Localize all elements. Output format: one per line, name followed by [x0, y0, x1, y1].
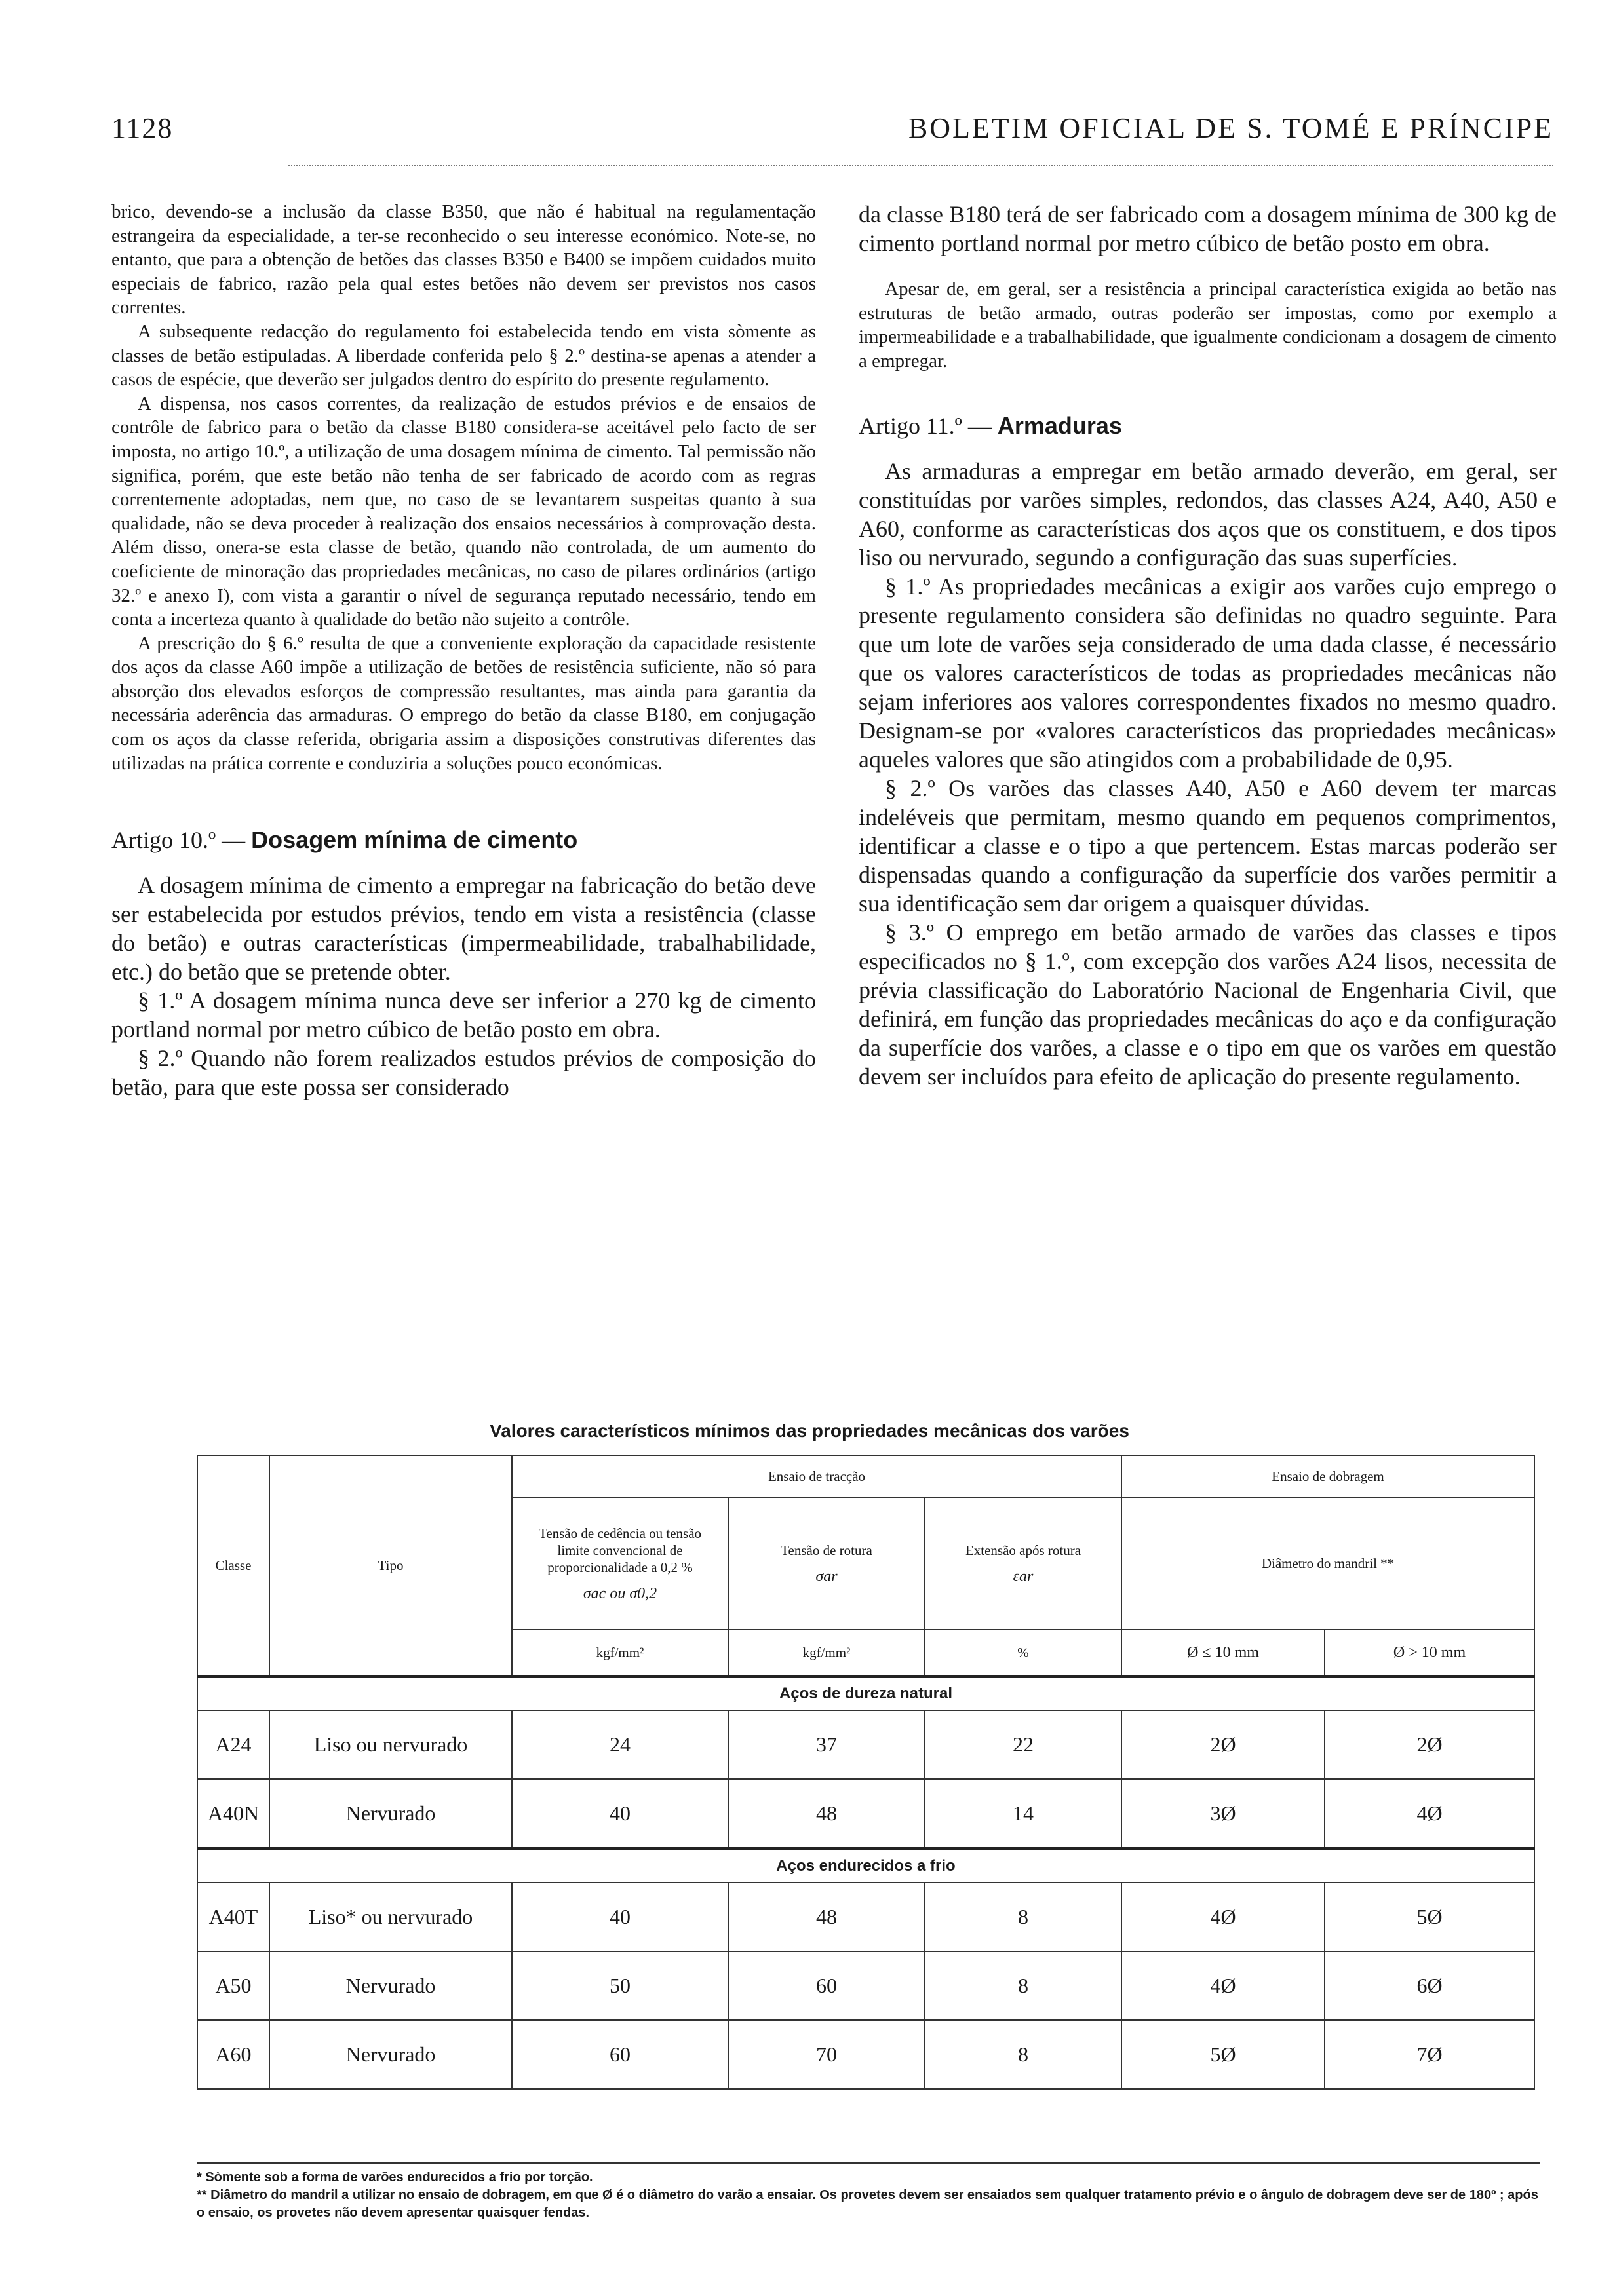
table-row: [197, 1779, 1534, 1849]
article-10-title: [111, 826, 816, 854]
cell-mandril-small: 2Ø: [1121, 1710, 1325, 1779]
table-footnotes: [197, 2169, 1540, 2222]
article-heading: Armaduras: [997, 412, 1122, 440]
paragraph: A dispensa, nos casos correntes, da realização de estudos prévios e de ensaios de contrôle de fabrico para o betão da classe B180 considera-se aceitável pelo facto de ser imposta, no artigo 10.º, a utilização de uma dosagem mínima de cimento. Tal permissão não significa, porém, que este betão não tenha de ser fabricado de acordo com as regras correntemente adoptadas, nem que, no caso de se levantarem suspeitas quanto à sua qualidade, não se deva proceder à realização dos ensaios necessários à comprovação desta. Além disso, onera-se esta classe de betão, quando não controlada, de um aumento do coeficiente de minoração das propriedades mecânicas, no caso de pilares ordinários (artigo 32.º e anexo I), com vista a garantir o nível de segurança reputado necessário, tendo em conta a incerteza quanto à qualidade do betão não sujeito a contrôle.: [111, 392, 816, 630]
left-column: [111, 200, 816, 1101]
cell-cedencia: 24: [512, 1710, 728, 1779]
cell-rotura: 37: [728, 1710, 925, 1779]
cell-cedencia: 40: [512, 1779, 728, 1849]
paragraph: brico, devendo-se a inclusão da classe B350, que não é habitual na regulamentação estrangeira da especialidade, a ter-se reconhecido o seu interesse económico. Note-se, no entanto, que para a obtenção de betões das classes B350 e B400 se impõem cuidados muito especiais de fabrico, razão pela qual estes betões não devem ser previstos nos casos correntes.: [111, 201, 816, 318]
header-extensao-label: Extensão após rotura: [965, 1542, 1081, 1558]
cell-extensao: 8: [925, 2020, 1121, 2089]
paragraph: § 2.º Os varões das classes A40, A50 e A60 devem ter marcas indeléveis que permitam, mesmo quando em pequenos comprimentos, identificar a classe e o tipo a que pertencem. Estas marcas poderão ser dispensadas quando a configuração da superfície dos varões permitir a sua identificação sem dar origem a quaisquer dúvidas.: [859, 775, 1557, 917]
cell-rotura: 48: [728, 1883, 925, 1951]
paragraph: A subsequente redacção do regulamento foi estabelecida tendo em vista sòmente as classes de betão estipuladas. A liberdade conferida pelo § 2.º destina-se apenas a atender a casos de espécie, que deverão ser julgados dentro do espírito do presente regulamento.: [111, 320, 816, 391]
table-row: [197, 1710, 1534, 1779]
cell-mandril-large: 6Ø: [1325, 1951, 1534, 2020]
page-number: 1128: [111, 112, 174, 144]
header-extensao: [925, 1497, 1121, 1630]
mandril-small: Ø ≤ 10 mm: [1121, 1630, 1325, 1677]
mandril-large: Ø > 10 mm: [1325, 1630, 1534, 1677]
cell-classe: A40N: [197, 1779, 269, 1849]
cell-mandril-large: 5Ø: [1325, 1883, 1534, 1951]
header-tipo: Tipo: [269, 1455, 512, 1677]
header-mandril: Diâmetro do mandril **: [1121, 1497, 1534, 1630]
header-rule: [288, 165, 1553, 166]
article-number: Artigo 11.º —: [859, 413, 992, 440]
cell-extensao: 22: [925, 1710, 1121, 1779]
cell-tipo: Nervurado: [269, 1779, 512, 1849]
header-cedencia: [512, 1497, 728, 1630]
cell-classe: A40T: [197, 1883, 269, 1951]
cell-rotura: 60: [728, 1951, 925, 2020]
cell-mandril-small: 4Ø: [1121, 1883, 1325, 1951]
header-rotura-symbol: σar: [815, 1568, 838, 1585]
cell-tipo: Liso ou nervurado: [269, 1710, 512, 1779]
cell-cedencia: 50: [512, 1951, 728, 2020]
table-row: [197, 1951, 1534, 2020]
table-row: [197, 1883, 1534, 1951]
cell-mandril-large: 7Ø: [1325, 2020, 1534, 2089]
header-classe: Classe: [197, 1455, 269, 1677]
cell-mandril-small: 5Ø: [1121, 2020, 1325, 2089]
cell-tipo: Nervurado: [269, 1951, 512, 2020]
cell-extensao: 8: [925, 1951, 1121, 2020]
paragraph: § 1.º A dosagem mínima nunca deve ser inferior a 270 kg de cimento portland normal por metro cúbico de betão posto em obra.: [111, 987, 816, 1043]
running-title: BOLETIM OFICIAL DE S. TOMÉ E PRÍNCIPE: [908, 112, 1553, 144]
unit-rotura: kgf/mm²: [728, 1630, 925, 1677]
cell-mandril-large: 4Ø: [1325, 1779, 1534, 1849]
paragraph: § 2.º Quando não forem realizados estudos prévios de composição do betão, para que este possa ser considerado: [111, 1045, 816, 1101]
cell-mandril-large: 2Ø: [1325, 1710, 1534, 1779]
header-ensaio-traccao: Ensaio de tracção: [512, 1455, 1121, 1497]
page-header: [111, 111, 1553, 151]
unit-extensao: %: [925, 1630, 1121, 1677]
group-title: Aços de dureza natural: [197, 1677, 1534, 1711]
cell-tipo: Nervurado: [269, 2020, 512, 2089]
footnote-rule: [197, 2162, 1540, 2164]
group-title: Aços endurecidos a frio: [197, 1849, 1534, 1883]
properties-table: [197, 1455, 1535, 2090]
article-11-title: [859, 412, 1557, 440]
table-row: [197, 2020, 1534, 2089]
cell-rotura: 48: [728, 1779, 925, 1849]
paragraph: A dosagem mínima de cimento a empregar na fabricação do betão deve ser estabelecida por estudos prévios, tendo em vista a resistência (classe do betão) e outras características (impermeabilidade, trabalhabilidade, etc.) do betão que se pretende obter.: [111, 872, 816, 985]
cell-cedencia: 60: [512, 2020, 728, 2089]
table-caption: Valores característicos mínimos das propriedades mecânicas dos varões: [490, 1421, 1129, 1441]
header-cedencia-label: Tensão de cedência ou tensão limite convencional de proporcionalidade a 0,2 %: [538, 1525, 702, 1575]
unit-cedencia: kgf/mm²: [512, 1630, 728, 1677]
note-paragraph: Apesar de, em geral, ser a resistência a principal característica exigida ao betão nas estruturas de betão armado, outras poderão ser impostas, como por exemplo a impermeabilidade e a trabalhabilidade, que igualmente condicionam a dosagem de cimento a empregar.: [859, 278, 1557, 372]
cell-mandril-small: 4Ø: [1121, 1951, 1325, 2020]
cell-classe: A24: [197, 1710, 269, 1779]
cell-classe: A50: [197, 1951, 269, 2020]
footnote: * Sòmente sob a forma de varões endurecidos a frio por torção.: [197, 2170, 593, 2185]
paragraph: da classe B180 terá de ser fabricado com a dosagem mínima de 300 kg de cimento portland normal por metro cúbico de betão posto em obra.: [859, 201, 1557, 256]
cell-extensao: 14: [925, 1779, 1121, 1849]
cell-tipo: Liso* ou nervurado: [269, 1883, 512, 1951]
paragraph: § 3.º O emprego em betão armado de varões das classes e tipos especificados no § 1.º, com excepção dos varões A24 lisos, necessita de prévia classificação do Laboratório Nacional de Engenharia Civil, que definirá, em função das propriedades mecânicas do aço e da configuração da superfície dos varões, a classe e o tipo em que os varões em questão devem ser incluídos para efeito de aplicação do presente regulamento.: [859, 919, 1557, 1090]
header-extensao-symbol: εar: [1013, 1568, 1034, 1585]
cell-cedencia: 40: [512, 1883, 728, 1951]
cell-mandril-small: 3Ø: [1121, 1779, 1325, 1849]
article-heading: Dosagem mínima de cimento: [251, 826, 578, 854]
header-ensaio-dobragem: Ensaio de dobragem: [1121, 1455, 1534, 1497]
paragraph: § 1.º As propriedades mecânicas a exigir aos varões cujo emprego o presente regulamento considera são definidas no quadro seguinte. Para que um lote de varões seja considerado de uma dada classe, é necessário que os valores característicos de todas as propriedades mecânicas não sejam inferiores aos valores correspondentes fixados no mesmo quadro. Designam-se por «valores característicos das propriedades mecânicas» aqueles valores que são atingidos com a probabilidade de 0,95.: [859, 573, 1557, 773]
header-rotura: [728, 1497, 925, 1630]
article-number: Artigo 10.º —: [111, 827, 246, 854]
footnote: ** Diâmetro do mandril a utilizar no ensaio de dobragem, em que Ø é o diâmetro do varão a ensaiar. Os provetes devem ser ensaiados sem qualquer tratamento prévio e o ângulo de dobragem deve ser de 180º ; após o ensaio, os provetes não devem apresentar quaisquer fendas.: [197, 2188, 1538, 2220]
right-column: [859, 200, 1557, 1091]
cell-classe: A60: [197, 2020, 269, 2089]
header-cedencia-symbol: σac ou σ0,2: [583, 1585, 657, 1602]
header-rotura-label: Tensão de rotura: [781, 1542, 872, 1558]
paragraph: A prescrição do § 6.º resulta de que a conveniente exploração da capacidade resistente dos aços da classe A60 impõe a utilização de betões de resistência suficiente, não só para absorção dos elevados esforços de compressão resultantes, mas ainda para garantia da necessária aderência das armaduras. O emprego do betão da classe B180, em conjugação com os aços da classe referida, obrigaria assim a disposições construtivas diferentes das utilizadas na prática corrente e conduziria a soluções pouco económicas.: [111, 632, 816, 774]
paragraph: As armaduras a empregar em betão armado deverão, em geral, ser constituídas por varões simples, redondos, das classes A24, A40, A50 e A60, conforme as características dos aços que os constituem, e dos tipos liso ou nervurado, segundo a configuração das suas superfícies.: [859, 458, 1557, 571]
cell-extensao: 8: [925, 1883, 1121, 1951]
cell-rotura: 70: [728, 2020, 925, 2089]
